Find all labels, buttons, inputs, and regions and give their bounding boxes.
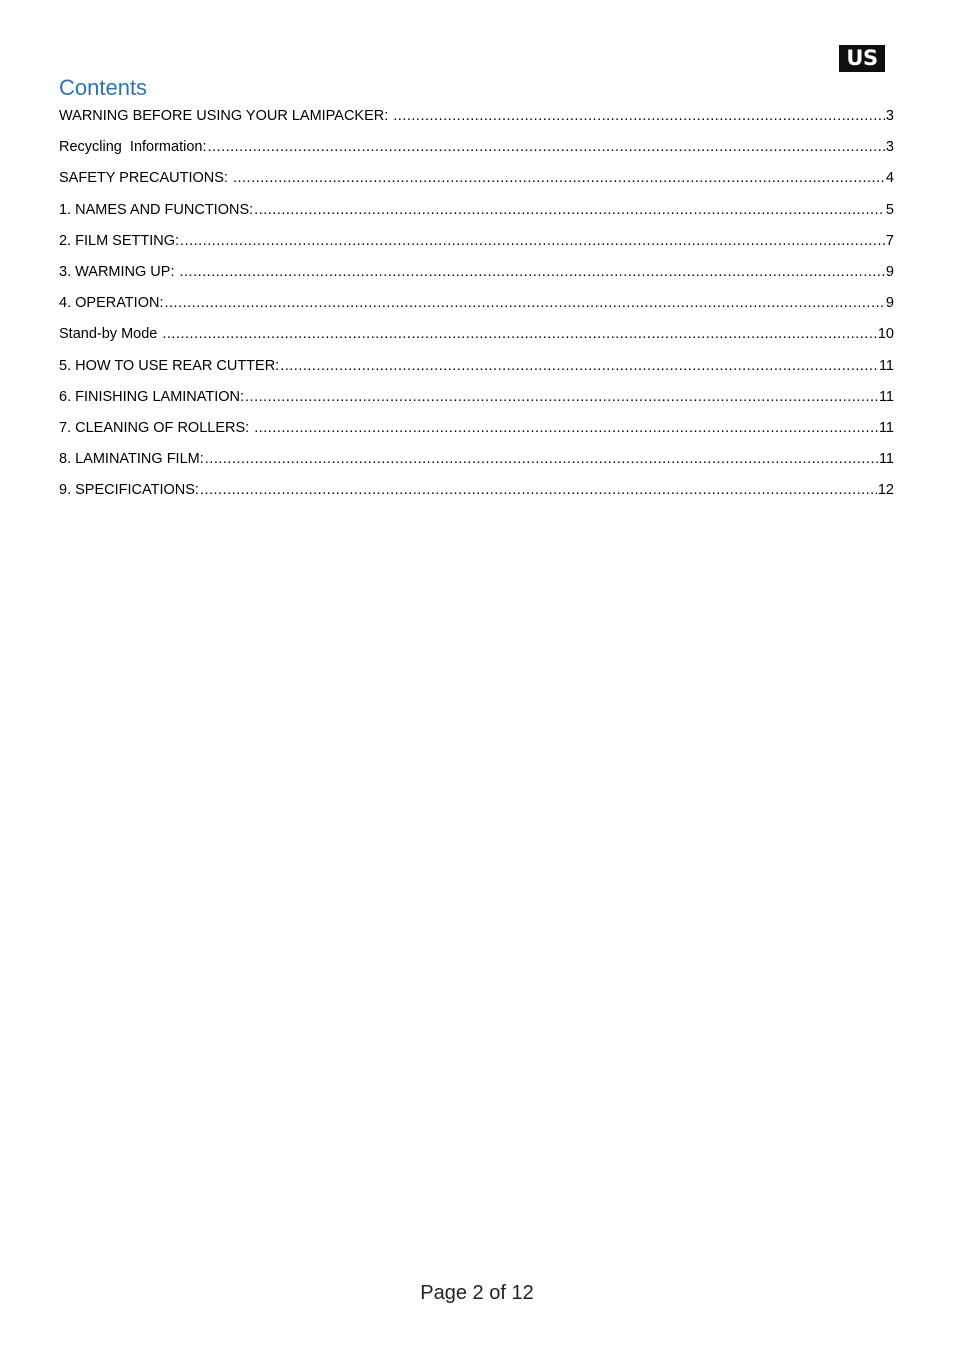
toc-dot-leader xyxy=(205,448,878,470)
toc-title: Contents xyxy=(59,75,148,100)
toc-entry-label: 9. SPECIFICATIONS: xyxy=(59,482,199,499)
toc-entry-standby-mode[interactable] xyxy=(59,323,894,354)
toc-entry-label: 1. NAMES AND FUNCTIONS: xyxy=(59,201,254,218)
toc-entry-label: 8. LAMINATING FILM: xyxy=(59,451,204,468)
toc-entry-cleaning-rollers[interactable] xyxy=(59,417,894,448)
toc-dot-leader xyxy=(254,199,885,221)
toc-entry-film-setting[interactable] xyxy=(59,230,894,261)
region-badge: US xyxy=(839,45,885,72)
toc-entry-label: 6. FINISHING LAMINATION: xyxy=(59,388,245,405)
toc-entry-page: 11 xyxy=(878,388,894,405)
toc-entry-page: 5 xyxy=(885,201,894,218)
toc-entry-label: 4. OPERATION: xyxy=(59,295,164,312)
toc-entry-label: 7. CLEANING OF ROLLERS: xyxy=(59,419,254,436)
toc-entry-finishing-lamination[interactable] xyxy=(59,386,894,417)
toc-entry-page: 3 xyxy=(885,108,894,124)
toc-entry-specifications[interactable] xyxy=(59,479,894,510)
toc-entry-page: 4 xyxy=(885,170,894,187)
toc-entry-page: 3 xyxy=(885,139,894,156)
toc-entry-safety[interactable] xyxy=(59,167,894,198)
toc-dot-leader xyxy=(180,230,885,252)
toc-entry-recycling[interactable] xyxy=(59,136,894,167)
toc-entry-page: 9 xyxy=(885,263,894,280)
toc-entry-operation[interactable] xyxy=(59,292,894,323)
toc-entry-label: WARNING BEFORE USING YOUR LAMIPACKER: xyxy=(59,108,393,124)
toc-entry-label: Recycling Information: xyxy=(59,139,207,156)
toc-entry-warming-up[interactable] xyxy=(59,261,894,292)
toc-dot-leader xyxy=(254,417,878,439)
toc-entry-label: SAFETY PRECAUTIONS: xyxy=(59,170,232,187)
toc-entry-page: 7 xyxy=(885,232,894,249)
toc-dot-leader xyxy=(280,355,878,377)
toc-entry-rear-cutter[interactable] xyxy=(59,355,894,386)
toc-entry-page: 11 xyxy=(878,357,894,374)
toc-dot-leader xyxy=(233,167,885,189)
toc-entry-page: 11 xyxy=(878,451,894,468)
toc-entry-label: Stand-by Mode xyxy=(59,326,162,343)
toc-dot-leader xyxy=(162,323,876,345)
page-number: Page 2 of 12 xyxy=(420,1282,534,1304)
toc-dot-leader xyxy=(393,105,885,127)
toc-entry-page: 12 xyxy=(877,482,894,499)
toc-entry-label: 3. WARMING UP: xyxy=(59,263,179,280)
toc-entry-names-functions[interactable] xyxy=(59,199,894,230)
toc-dot-leader xyxy=(164,292,884,314)
toc-entry-laminating-film[interactable] xyxy=(59,448,894,479)
toc-entry-page: 10 xyxy=(877,326,894,343)
toc-entry-label: 5. HOW TO USE REAR CUTTER: xyxy=(59,357,280,374)
toc-dot-leader xyxy=(207,136,884,158)
toc-entry-warning[interactable] xyxy=(59,105,894,136)
toc-dot-leader xyxy=(200,479,877,501)
toc-entry-page: 9 xyxy=(885,295,894,312)
toc-entry-page: 11 xyxy=(878,419,894,436)
table-of-contents xyxy=(59,105,894,510)
toc-entry-label: 2. FILM SETTING: xyxy=(59,232,180,249)
toc-dot-leader xyxy=(245,386,878,408)
toc-dot-leader xyxy=(180,261,885,283)
